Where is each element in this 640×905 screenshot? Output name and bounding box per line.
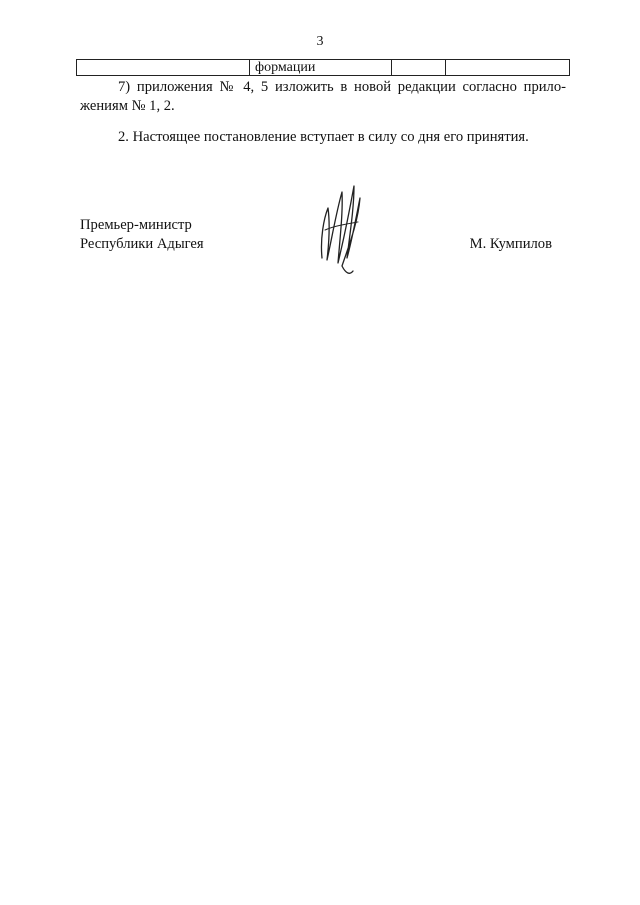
table-column-divider <box>445 60 446 75</box>
paragraph-item-7 <box>80 78 566 116</box>
table-column-divider <box>391 60 392 75</box>
scan-mark <box>357 222 358 223</box>
page-number: 3 <box>316 34 324 49</box>
signatory-title-line: Республики Адыгея <box>80 236 204 252</box>
signatory-name: М. Кумпилов <box>469 236 552 252</box>
paragraph-effective-date: 2. Настоящее постановление вступает в силу со дня его принятия. <box>118 129 529 145</box>
signatory-title-line: Премьер-министр <box>80 217 192 233</box>
paragraph-line: 7) приложения № 4, 5 изложить в новой редакции согласно прило- <box>118 79 566 95</box>
handwritten-signature <box>312 178 382 276</box>
table-fragment <box>76 59 570 76</box>
table-column-divider <box>249 60 250 75</box>
table-cell-text: формации <box>255 60 316 75</box>
signatory-title <box>80 216 204 254</box>
paragraph-line: жениям № 1, 2. <box>80 98 175 114</box>
